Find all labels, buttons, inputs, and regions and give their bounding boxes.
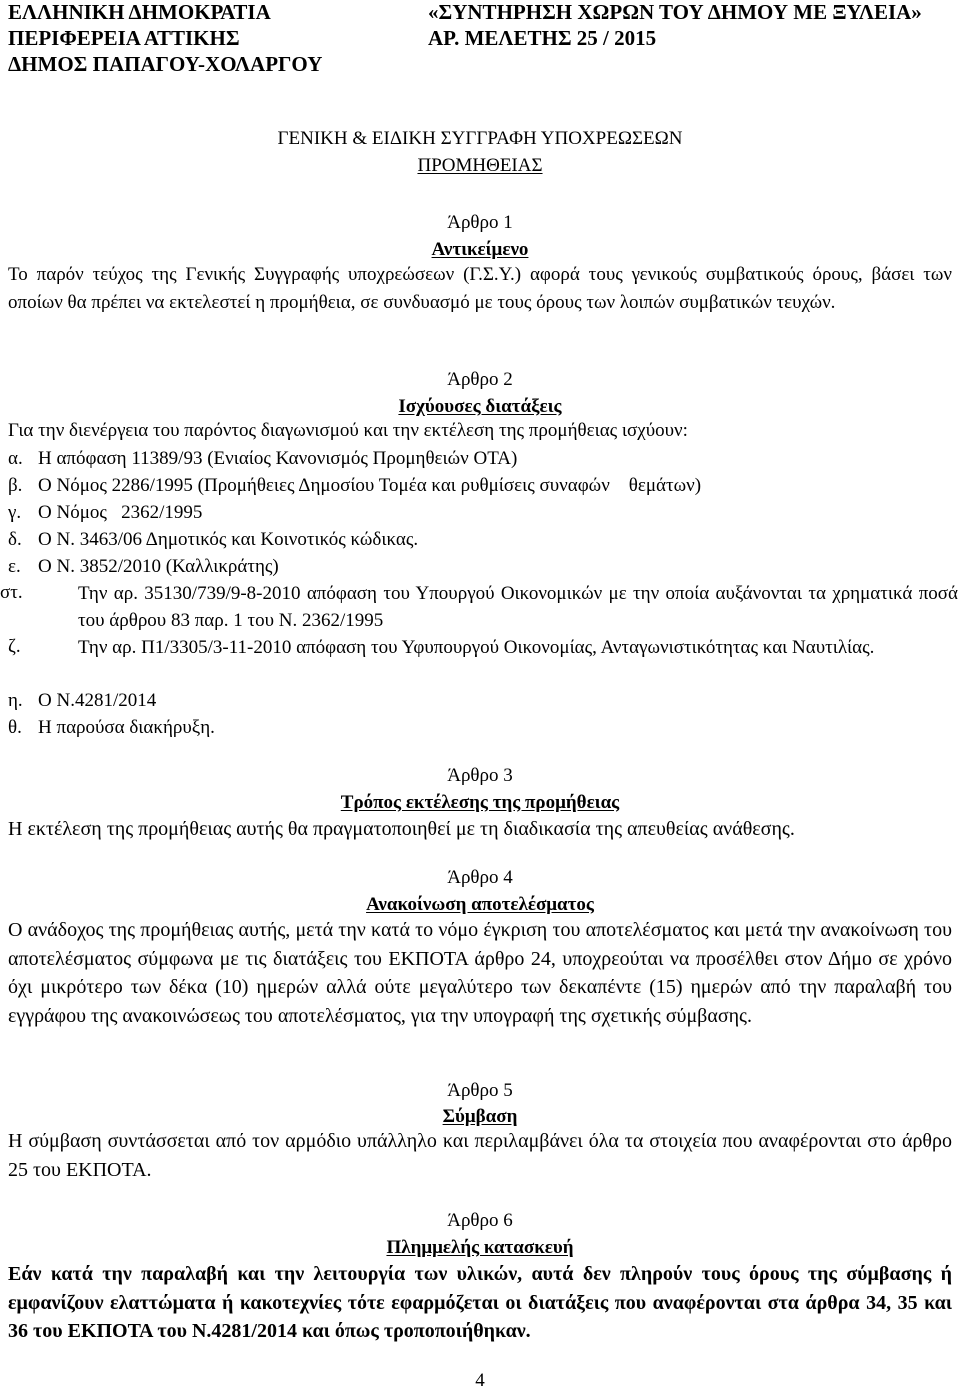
document-title-line-1: ΓΕΝΙΚΗ & ΕΙΔΙΚΗ ΣΥΓΓΡΑΦΗ ΥΠΟΧΡΕΩΣΕΩΝ <box>277 128 683 149</box>
list-item-label: ζ. <box>8 636 21 657</box>
article-6-title: Πλημμελής κατασκευή <box>386 1237 574 1258</box>
list-item-label: ε. <box>8 556 21 577</box>
article-1-number: Άρθρο 1 <box>447 212 513 233</box>
article-2-title: Ισχύουσες διατάξεις <box>398 396 562 417</box>
list-item-text: Την αρ. 35130/739/9-8-2010 απόφαση του Υπουργού Οικονομικών με την οποία αυξάνονται τα χρηματικά ποσά του άρθρου 83 παρ. 1 του Ν. 2362/1995 <box>78 583 958 631</box>
list-item-label: γ. <box>8 502 22 523</box>
article-5-number: Άρθρο 5 <box>447 1080 513 1101</box>
document-title-line-2: ΠΡΟΜΗΘΕΙΑΣ <box>417 155 543 176</box>
list-item-label: στ. <box>0 582 23 603</box>
article-1-title: Αντικείμενο <box>431 239 529 260</box>
page-number: 4 <box>475 1370 485 1391</box>
header-country: ΕΛΛΗΝΙΚΗ ΔΗΜΟΚΡΑΤΙΑ <box>8 0 271 24</box>
header-municipality: ΔΗΜΟΣ ΠΑΠΑΓΟΥ-ΧΟΛΑΡΓΟΥ <box>8 52 323 76</box>
article-1-text: Το παρόν τεύχος της Γενικής Συγγραφής υποχρεώσεων (Γ.Σ.Υ.) αφορά τους γενικούς συμβατικούς όρους, βάσει των οποίων θα πρέπει να εκτελεστεί η προμήθεια, σε συνδυασμό με τους όρους των λοιπών συμβατικών τευχών. <box>8 264 952 314</box>
article-2-number: Άρθρο 2 <box>447 369 513 390</box>
article-4-number: Άρθρο 4 <box>447 867 513 888</box>
list-item-text: Ο Ν. 3463/06 Δημοτικός και Κοινοτικός κώδικας. <box>38 529 419 550</box>
list-item-text: Η παρούσα διακήρυξη. <box>38 717 215 738</box>
article-3-text: Η εκτέλεση της προμήθειας αυτής θα πραγματοποιηθεί με τη διαδικασία της απευθείας ανάθεσης. <box>8 818 795 840</box>
list-item-label: δ. <box>8 529 22 550</box>
list-item-text: Ο Νόμος 2362/1995 <box>38 502 203 523</box>
article-3-title: Τρόπος εκτέλεσης της προμήθειας <box>340 792 620 813</box>
list-item-label: β. <box>8 475 23 496</box>
list-item-text: Η απόφαση 11389/93 (Ενιαίος Κανονισμός Προμηθειών ΟΤΑ) <box>38 448 518 469</box>
article-6-text: Εάν κατά την παραλαβή και την λειτουργία των υλικών, αυτά δεν πληρούν τους όρους της σύμβασης ή εμφανίζουν ελαττώματα ή κακοτεχνίες τότε εφαρμόζεται οι διατάξεις που αναφέρονται στα άρθρα 34, 35 και 36 του ΕΚΠΟΤΑ του Ν.4281/2014 και όπως τροποποιήθηκαν. <box>8 1263 952 1343</box>
list-item-label: θ. <box>8 717 22 738</box>
article-4-text: Ο ανάδοχος της προμήθειας αυτής, μετά την κατά το νόμο έγκριση του αποτελέσματος και μετά την ανακοίνωση του αποτελέσματος σύμφωνα με τις διατάξεις του ΕΚΠΟΤΑ άρθρο 24, υποχρεούται να προσέλθει στον Δήμο σε χρόνο όχι μικρότερο των δέκα (10) ημερών αλλά ούτε μεγαλύτερο των δεκαπέντε (15) ημερών από την παραλαβή του εγγράφου της ανακοινώσεως του αποτελέσματος, για την υπογραφή της σχετικής σύμβασης. <box>8 919 952 1027</box>
article-4-title: Ανακοίνωση αποτελέσματος <box>366 894 594 915</box>
list-item-text: Ο Ν.4281/2014 <box>38 690 157 711</box>
article-2-intro: Για την διενέργεια του παρόντος διαγωνισμού και την εκτέλεση της προμήθειας ισχύουν: <box>8 420 688 441</box>
list-item-text: Την αρ. Π1/3305/3-11-2010 απόφαση του Υφυπουργού Οικονομίας, Ανταγωνιστικότητας και Ναυτιλίας. <box>78 637 875 658</box>
article-3-number: Άρθρο 3 <box>447 765 513 786</box>
list-item-label: α. <box>8 448 23 469</box>
header-study-number: ΑΡ. ΜΕΛΕΤΗΣ 25 / 2015 <box>428 26 657 50</box>
header-region: ΠΕΡΙΦΕΡΕΙΑ ΑΤΤΙΚΗΣ <box>8 26 240 50</box>
list-item-text: Ο Νόμος 2286/1995 (Προμήθειες Δημοσίου Τομέα και ρυθμίσεις συναφών θεμάτων) <box>38 475 702 496</box>
list-item-label: η. <box>8 690 23 711</box>
header-project-title: «ΣΥΝΤΗΡΗΣΗ ΧΩΡΩΝ ΤΟΥ ΔΗΜΟΥ ΜΕ ΞΥΛΕΙΑ» <box>428 0 922 24</box>
list-item-text: Ο Ν. 3852/2010 (Καλλικράτης) <box>38 556 279 577</box>
article-5-title: Σύμβαση <box>442 1106 518 1127</box>
article-5-text: Η σύμβαση συντάσσεται από τον αρμόδιο υπάλληλο και περιλαμβάνει όλα τα στοιχεία που αναφέρονται στο άρθρο 25 του ΕΚΠΟΤΑ. <box>8 1130 952 1181</box>
article-6-number: Άρθρο 6 <box>447 1210 513 1231</box>
